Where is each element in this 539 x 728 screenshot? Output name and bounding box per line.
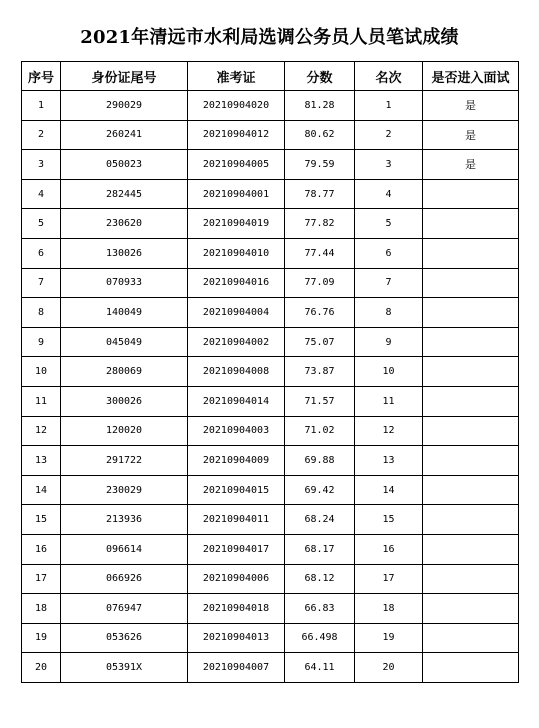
cell-interview	[423, 416, 519, 446]
cell-seq: 8	[22, 298, 61, 328]
cell-seq: 6	[22, 238, 61, 268]
cell-interview	[423, 238, 519, 268]
cell-exam-number: 20210904006	[188, 564, 285, 594]
cell-exam-number: 20210904016	[188, 268, 285, 298]
table-row	[22, 209, 519, 239]
cell-seq: 3	[22, 150, 61, 180]
cell-seq: 14	[22, 475, 61, 505]
table-row	[22, 357, 519, 387]
cell-id-suffix: 282445	[61, 179, 188, 209]
cell-id-suffix: 290029	[61, 91, 188, 121]
cell-score: 77.82	[285, 209, 355, 239]
cell-interview	[423, 623, 519, 653]
cell-seq: 17	[22, 564, 61, 594]
cell-seq: 20	[22, 653, 61, 683]
cell-interview: 是	[423, 120, 519, 150]
cell-rank: 10	[355, 357, 423, 387]
cell-interview	[423, 386, 519, 416]
cell-seq: 5	[22, 209, 61, 239]
cell-interview	[423, 298, 519, 328]
cell-interview: 是	[423, 91, 519, 121]
cell-rank: 13	[355, 446, 423, 476]
cell-id-suffix: 291722	[61, 446, 188, 476]
cell-rank: 6	[355, 238, 423, 268]
cell-score: 68.17	[285, 534, 355, 564]
table-row	[22, 564, 519, 594]
cell-score: 73.87	[285, 357, 355, 387]
table-row	[22, 534, 519, 564]
cell-interview	[423, 209, 519, 239]
cell-interview	[423, 505, 519, 535]
cell-seq: 15	[22, 505, 61, 535]
cell-exam-number: 20210904011	[188, 505, 285, 535]
cell-interview	[423, 534, 519, 564]
cell-score: 79.59	[285, 150, 355, 180]
cell-seq: 19	[22, 623, 61, 653]
cell-seq: 18	[22, 594, 61, 624]
cell-id-suffix: 096614	[61, 534, 188, 564]
header-score: 分数	[285, 62, 355, 91]
cell-id-suffix: 076947	[61, 594, 188, 624]
cell-id-suffix: 130026	[61, 238, 188, 268]
cell-id-suffix: 050023	[61, 150, 188, 180]
cell-exam-number: 20210904002	[188, 327, 285, 357]
cell-interview	[423, 475, 519, 505]
table-row	[22, 179, 519, 209]
cell-interview	[423, 446, 519, 476]
cell-score: 68.12	[285, 564, 355, 594]
cell-interview	[423, 594, 519, 624]
cell-interview: 是	[423, 150, 519, 180]
table-row	[22, 327, 519, 357]
cell-score: 76.76	[285, 298, 355, 328]
cell-rank: 16	[355, 534, 423, 564]
header-rank: 名次	[355, 62, 423, 91]
cell-rank: 11	[355, 386, 423, 416]
cell-exam-number: 20210904010	[188, 238, 285, 268]
cell-rank: 18	[355, 594, 423, 624]
cell-exam-number: 20210904001	[188, 179, 285, 209]
cell-id-suffix: 120020	[61, 416, 188, 446]
cell-score: 77.09	[285, 268, 355, 298]
cell-id-suffix: 066926	[61, 564, 188, 594]
cell-exam-number: 20210904018	[188, 594, 285, 624]
cell-interview	[423, 268, 519, 298]
cell-rank: 8	[355, 298, 423, 328]
cell-interview	[423, 179, 519, 209]
table-row	[22, 446, 519, 476]
cell-rank: 12	[355, 416, 423, 446]
cell-score: 81.28	[285, 91, 355, 121]
cell-id-suffix: 230620	[61, 209, 188, 239]
table-row	[22, 505, 519, 535]
cell-id-suffix: 260241	[61, 120, 188, 150]
cell-rank: 9	[355, 327, 423, 357]
header-seq: 序号	[22, 62, 61, 91]
cell-rank: 17	[355, 564, 423, 594]
cell-id-suffix: 05391X	[61, 653, 188, 683]
cell-rank: 14	[355, 475, 423, 505]
cell-rank: 1	[355, 91, 423, 121]
cell-id-suffix: 230029	[61, 475, 188, 505]
cell-seq: 11	[22, 386, 61, 416]
cell-exam-number: 20210904013	[188, 623, 285, 653]
cell-score: 69.42	[285, 475, 355, 505]
table-row	[22, 475, 519, 505]
cell-seq: 13	[22, 446, 61, 476]
cell-score: 78.77	[285, 179, 355, 209]
cell-rank: 15	[355, 505, 423, 535]
cell-exam-number: 20210904008	[188, 357, 285, 387]
cell-seq: 16	[22, 534, 61, 564]
cell-seq: 10	[22, 357, 61, 387]
cell-id-suffix: 045049	[61, 327, 188, 357]
table-header-row	[22, 62, 519, 91]
score-table	[21, 61, 519, 683]
cell-exam-number: 20210904019	[188, 209, 285, 239]
cell-score: 66.498	[285, 623, 355, 653]
cell-exam-number: 20210904007	[188, 653, 285, 683]
cell-exam-number: 20210904004	[188, 298, 285, 328]
cell-interview	[423, 357, 519, 387]
table-row	[22, 268, 519, 298]
cell-score: 64.11	[285, 653, 355, 683]
cell-exam-number: 20210904014	[188, 386, 285, 416]
cell-seq: 2	[22, 120, 61, 150]
cell-exam-number: 20210904009	[188, 446, 285, 476]
table-body	[22, 91, 519, 683]
cell-seq: 12	[22, 416, 61, 446]
cell-score: 80.62	[285, 120, 355, 150]
cell-rank: 3	[355, 150, 423, 180]
cell-rank: 19	[355, 623, 423, 653]
cell-id-suffix: 053626	[61, 623, 188, 653]
cell-score: 68.24	[285, 505, 355, 535]
table-row	[22, 150, 519, 180]
cell-seq: 4	[22, 179, 61, 209]
table-row	[22, 298, 519, 328]
cell-score: 66.83	[285, 594, 355, 624]
header-interview: 是否进入面试	[423, 62, 519, 91]
cell-id-suffix: 213936	[61, 505, 188, 535]
cell-interview	[423, 564, 519, 594]
cell-rank: 7	[355, 268, 423, 298]
cell-score: 69.88	[285, 446, 355, 476]
cell-rank: 20	[355, 653, 423, 683]
cell-id-suffix: 070933	[61, 268, 188, 298]
table-row	[22, 623, 519, 653]
table-row	[22, 386, 519, 416]
table-row	[22, 416, 519, 446]
cell-score: 71.57	[285, 386, 355, 416]
cell-seq: 1	[22, 91, 61, 121]
cell-rank: 5	[355, 209, 423, 239]
table-row	[22, 91, 519, 121]
table-row	[22, 653, 519, 683]
cell-id-suffix: 300026	[61, 386, 188, 416]
cell-interview	[423, 327, 519, 357]
table-row	[22, 238, 519, 268]
cell-interview	[423, 653, 519, 683]
cell-score: 75.07	[285, 327, 355, 357]
cell-exam-number: 20210904015	[188, 475, 285, 505]
cell-score: 71.02	[285, 416, 355, 446]
cell-exam-number: 20210904020	[188, 91, 285, 121]
cell-id-suffix: 140049	[61, 298, 188, 328]
cell-rank: 4	[355, 179, 423, 209]
header-exam-number: 准考证	[188, 62, 285, 91]
header-id-suffix: 身份证尾号	[61, 62, 188, 91]
cell-id-suffix: 280069	[61, 357, 188, 387]
cell-exam-number: 20210904005	[188, 150, 285, 180]
cell-exam-number: 20210904017	[188, 534, 285, 564]
cell-exam-number: 20210904012	[188, 120, 285, 150]
cell-score: 77.44	[285, 238, 355, 268]
page-title: 2021年清远市水利局选调公务员人员笔试成绩	[80, 27, 459, 48]
cell-seq: 7	[22, 268, 61, 298]
cell-seq: 9	[22, 327, 61, 357]
cell-exam-number: 20210904003	[188, 416, 285, 446]
table-row	[22, 120, 519, 150]
cell-rank: 2	[355, 120, 423, 150]
table-row	[22, 594, 519, 624]
